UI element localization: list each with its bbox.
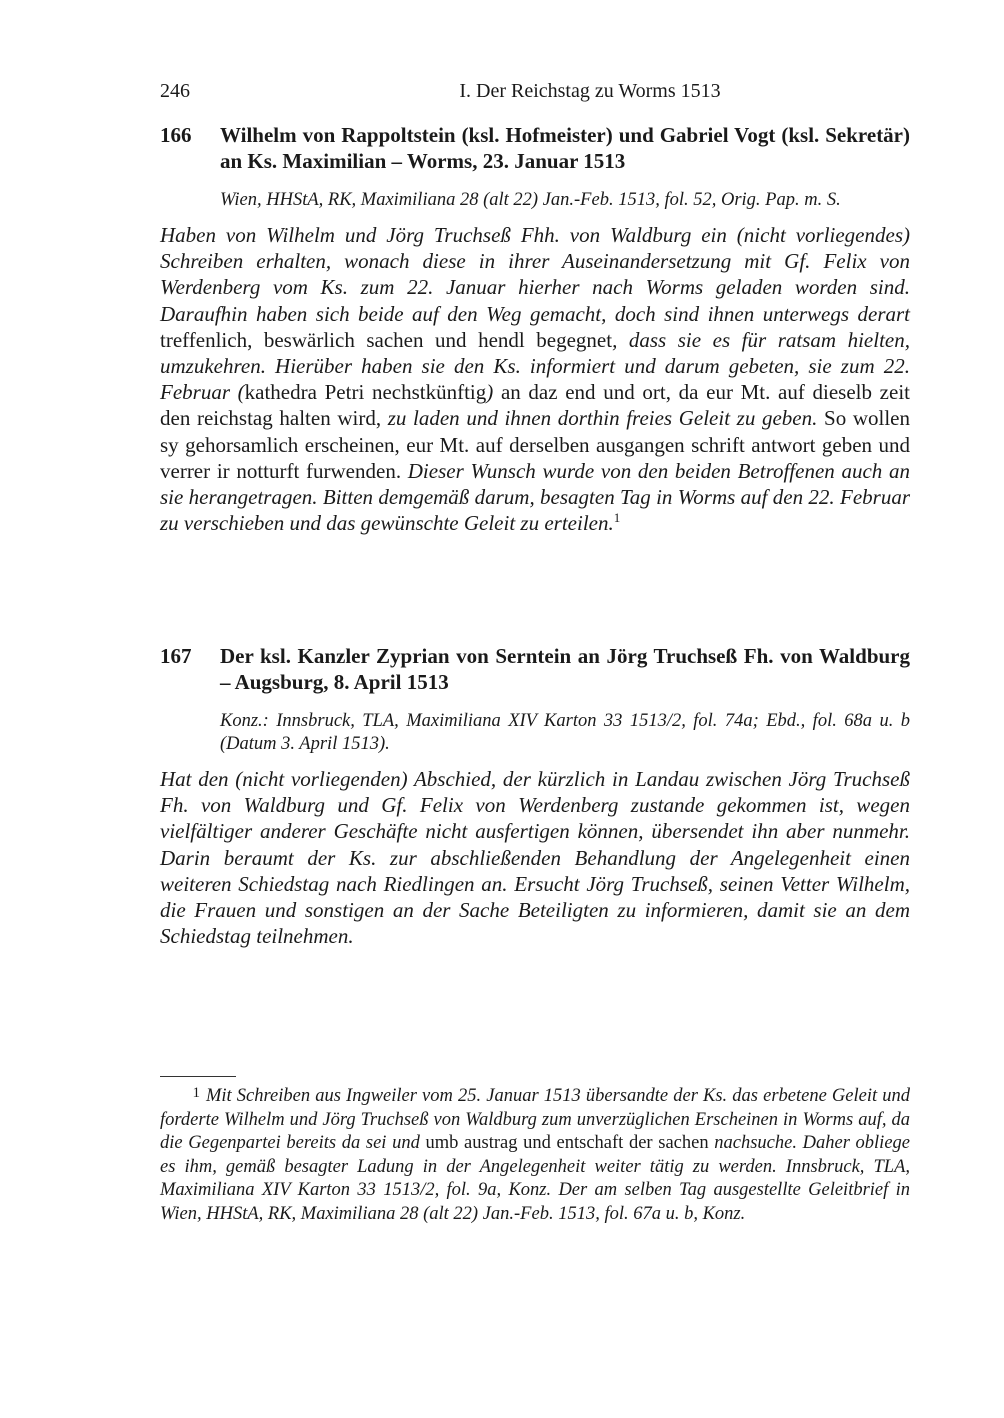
entry-title: Der ksl. Kanzler Zyprian von Serntein an Jörg Truchseß Fh. von Waldburg – Augsburg, 8. April 1513: [220, 644, 910, 694]
footnote-mark: 1: [192, 1085, 200, 1101]
regest-segment: Dieser Wunsch wurde von den beiden Betroffenen auch an sie herangetragen. Bitten demgemäß darum, besagten Tag in Worms auf den 22. Februar zu verschieben und das gewünschte Geleit zu erteilen.: [160, 458, 910, 536]
quoted-segment: an daz end und ort, da eur Mt. auf dieselb zeit den reichstag halten wird,: [160, 380, 910, 431]
regest-segment: , dass sie es für ratsam hielten, umzukehren. Hierüber haben sie den Ks. informiert und darum gebeten, sie zum 22. Februar (: [160, 327, 910, 405]
regest-text: [160, 766, 910, 949]
entry-166: [160, 122, 910, 536]
regest-text: [160, 222, 910, 536]
page-header: [160, 80, 910, 106]
entry-title: Wilhelm von Rappoltstein (ksl. Hofmeister) und Gabriel Vogt (ksl. Sekretär) an Ks. Maximilian – Worms, 23. Januar 1513: [220, 123, 910, 173]
quoted-segment: So wollen sy gehorsamlich erscheinen, eur Mt. auf derselben ausgangen schrift antwort geben und verrer ir notturft furwenden.: [160, 406, 911, 483]
footnote-quoted-segment: umb austrag und entschaft der sachen: [425, 1133, 715, 1154]
running-title: I. Der Reichstag zu Worms 1513: [459, 80, 721, 102]
entry-heading: [160, 122, 910, 174]
entry-number: 166: [160, 123, 192, 147]
footnote-divider: [160, 1076, 236, 1077]
source-citation: Wien, HHStA, RK, Maximiliana 28 (alt 22) Jan.-Feb. 1513, fol. 52, Orig. Pap. m. S.: [220, 190, 841, 210]
regest-segment: Haben von Wilhelm und Jörg Truchseß Fhh. von Waldburg ein (nicht vorliegendes) Schreiben erhalten, wonach diese in ihrer Auseinandersetzung mit Gf. Felix von Werdenberg vom Ks. zum 22. Januar hierher nach Worms geladen worden sind. Daraufhin haben sich beide auf den Weg gemacht, doch sind ihnen unterwegs derart: [160, 223, 910, 326]
regest-segment: Hat den (nicht vorliegenden) Abschied, der kürzlich in Landau zwischen Jörg Truchseß Fh. von Waldburg und Gf. Felix von Werdenberg zustande gekommen ist, wegen vielfältiger anderer Geschäfte nicht ausfertigen können, übersendet ihn aber nunmehr. Darin beraumt der Ks. zur abschließenden Behandlung der Angelegenheit einen weiteren Schiedstag nach Riedlingen an. Ersucht Jörg Truchseß, seinen Vetter Wilhelm, die Frauen und sonstigen an der Sache Beteiligten zu informieren, damit sie an dem Schiedstag teilnehmen.: [160, 767, 910, 949]
page-number: 246: [160, 80, 190, 102]
footnote-segment: nachsuche. Daher obliege es ihm, gemäß besagter Ladung in der Angelegenheit weiter tätig zu werden. Innsbruck, TLA, Maximiliana XIV Karton 33 1513/2, fol. 9a, Konz. Der am selben Tag ausgestellte Geleitbrief in Wien, HHStA, RK, Maximiliana 28 (alt 22) Jan.-Feb. 1513, fol. 67a u. b, Konz.: [160, 1133, 910, 1224]
entry-heading: [160, 643, 910, 695]
quoted-segment: kathedra Petri nechstkünftig: [244, 380, 487, 405]
regest-segment: ): [486, 380, 501, 405]
footnote: [160, 1082, 910, 1227]
entry-167: [160, 643, 910, 949]
footnote-reference[interactable]: 1: [613, 510, 621, 526]
regest-segment: zu laden und ihnen dorthin freies Geleit zu geben.: [387, 406, 825, 431]
entry-number: 167: [160, 644, 192, 668]
quoted-segment: treffenlich, beswärlich sachen und hendl begegnet: [160, 327, 613, 352]
footnote-segment: Mit Schreiben aus Ingweiler vom 25. Januar 1513 übersandte der Ks. das erbetene Geleit und forderte Wilhelm und Jörg Truchseß von Waldburg zum unverzüglichen Erscheinen in Worms auf, da die Gegenpartei bereits da sei und: [160, 1086, 910, 1154]
source-citation: Konz.: Innsbruck, TLA, Maximiliana XIV Karton 33 1513/2, fol. 74a; Ebd., fol. 68a u. b (Datum 3. April 1513).: [220, 711, 910, 754]
